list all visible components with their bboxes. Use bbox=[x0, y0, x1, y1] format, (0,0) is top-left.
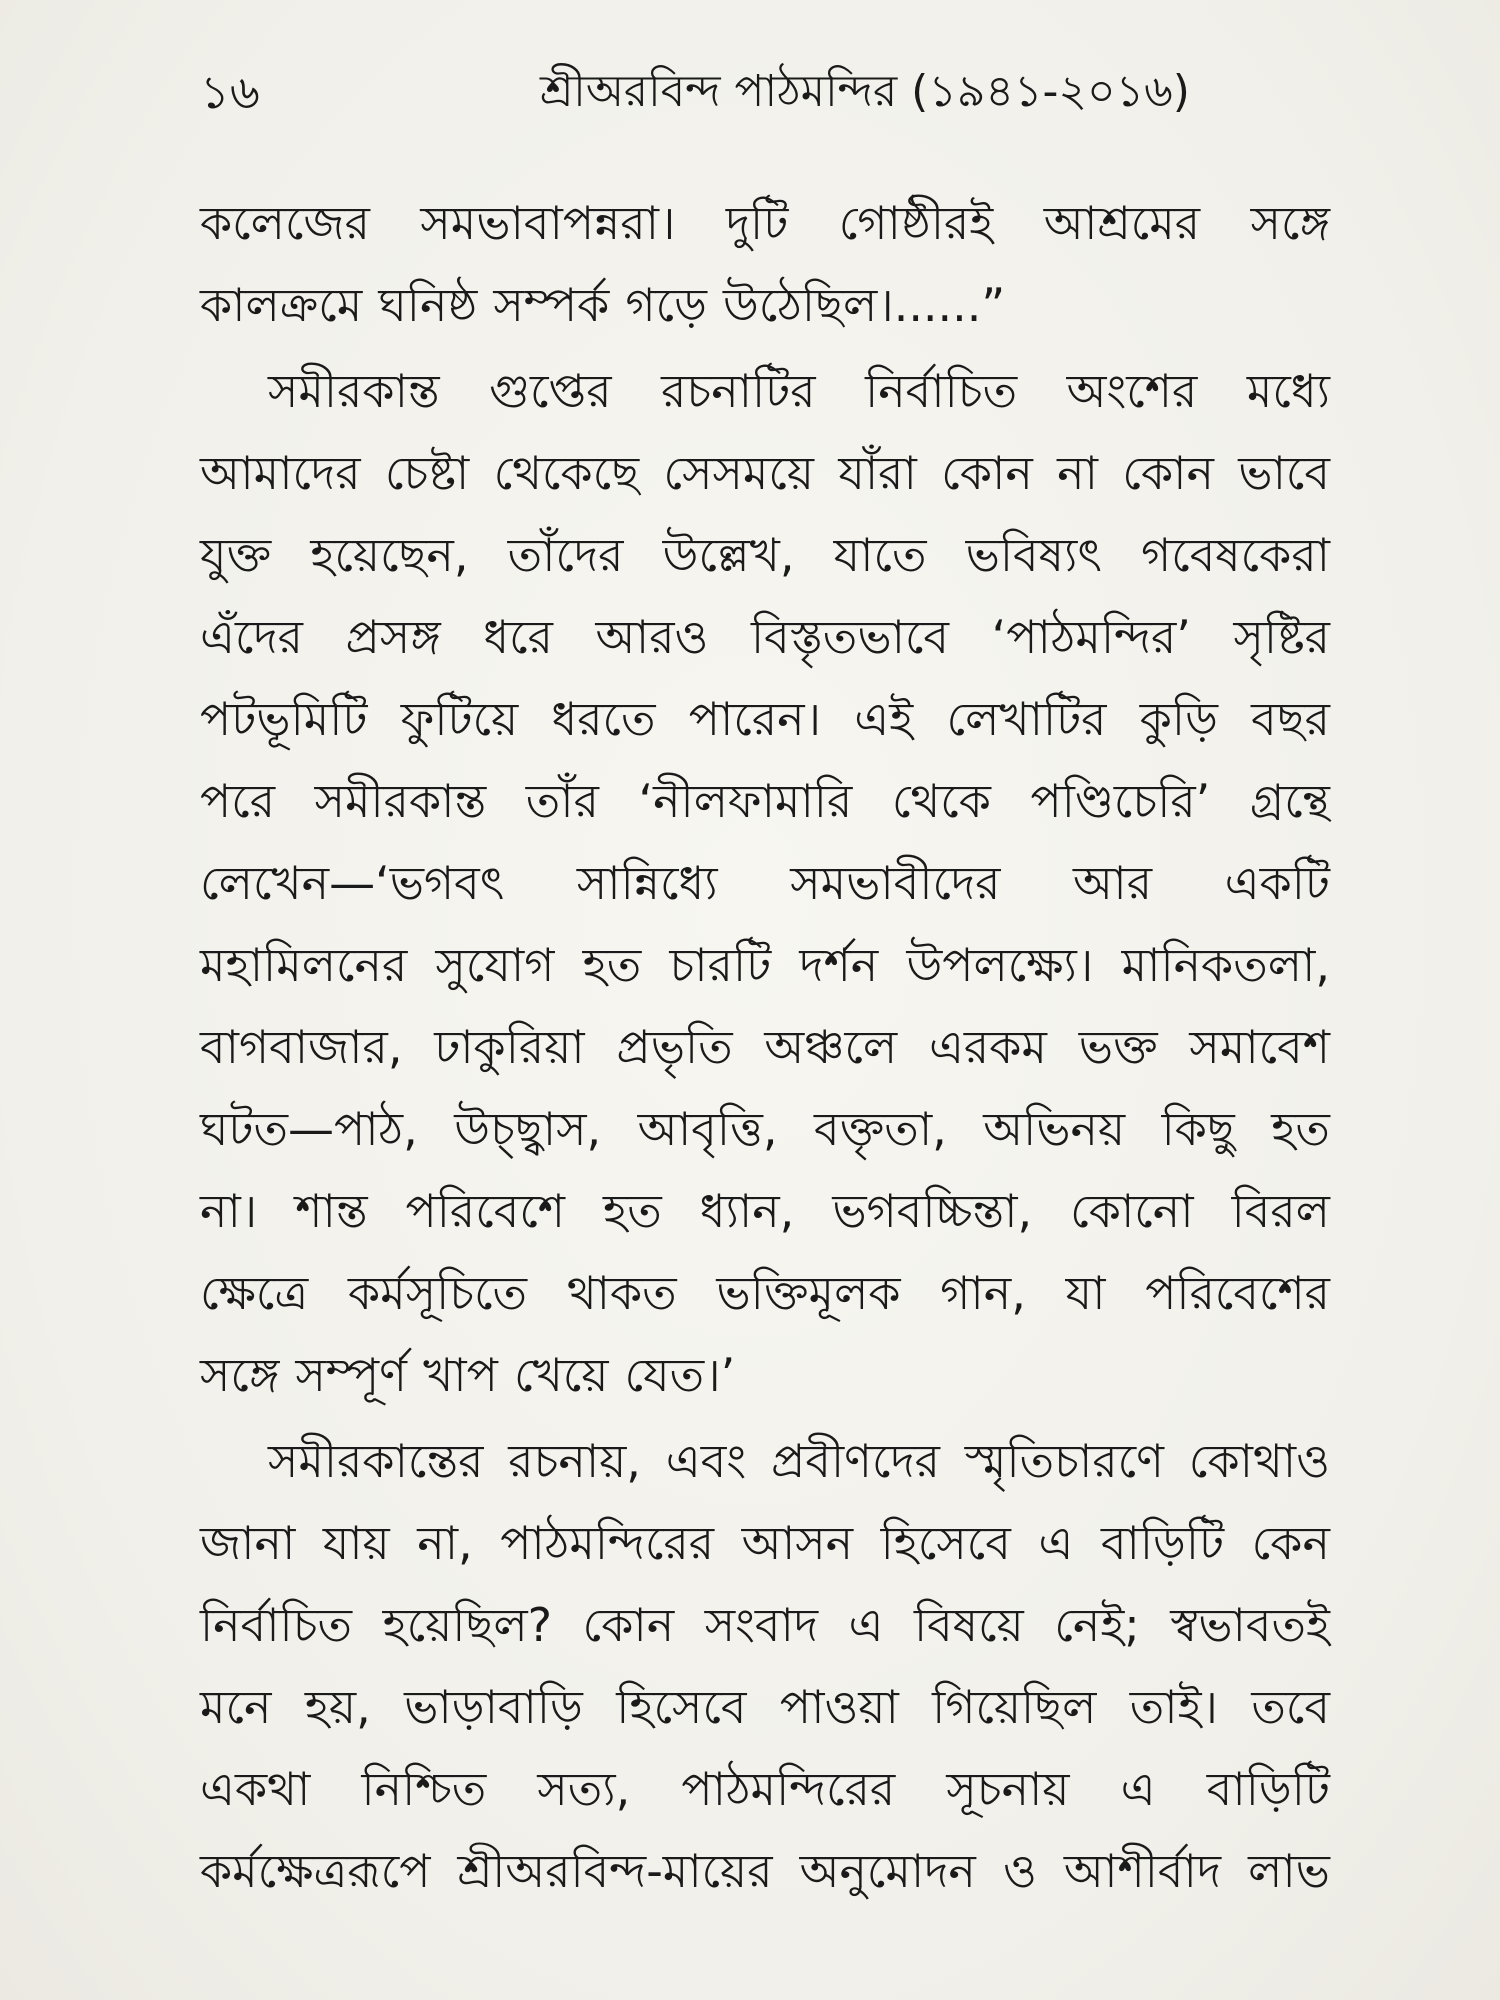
text-word: কর্মসূচিতে bbox=[347, 1266, 528, 1320]
text-word: ঢাকুরিয়া bbox=[434, 1020, 585, 1074]
text-word: এবং bbox=[665, 1434, 747, 1488]
text-word: গবেষকেরা bbox=[1141, 528, 1330, 582]
text-word: মানিকতলা, bbox=[1121, 938, 1330, 992]
text-word: গান, bbox=[940, 1266, 1026, 1320]
text-line bbox=[200, 1252, 1330, 1334]
text-word: লেখাটির bbox=[946, 692, 1107, 746]
text-word: সুযোগ bbox=[435, 938, 555, 992]
text-word: হত bbox=[603, 1184, 662, 1238]
text-word: এঁদের bbox=[200, 610, 303, 664]
text-word: ভগবচ্চিন্তা, bbox=[832, 1184, 1033, 1238]
text-word: এ bbox=[1120, 1762, 1156, 1816]
text-word: জানা bbox=[200, 1516, 296, 1570]
text-word: লাভ bbox=[1248, 1844, 1330, 1898]
text-word: ‘নীলফামারি bbox=[638, 774, 853, 828]
text-word: আমাদের bbox=[200, 446, 361, 500]
text-word: পাঠমন্দিরের bbox=[681, 1762, 896, 1816]
text-word: এ bbox=[1038, 1516, 1074, 1570]
text-word: ঘটত—পাঠ, bbox=[200, 1102, 418, 1156]
text-word: মনে bbox=[200, 1680, 272, 1734]
text-word: একটি bbox=[1224, 856, 1330, 910]
text-word: ভাড়াবাড়ি bbox=[404, 1680, 583, 1734]
text-line bbox=[200, 1666, 1330, 1748]
text-word: ভক্তিমূলক bbox=[716, 1266, 901, 1320]
text-word: কোন bbox=[1122, 446, 1214, 500]
text-word: খাপ bbox=[423, 1348, 498, 1402]
text-word: কুড়ি bbox=[1139, 692, 1218, 746]
text-word: কোন bbox=[582, 1598, 675, 1652]
text-word: হয়েছেন, bbox=[310, 528, 469, 582]
running-title: শ্রীঅরবিন্দ পাঠমন্দির (১৯৪১-২০১৬) bbox=[540, 66, 1190, 117]
text-word: সমভাবাপন্নরা। bbox=[420, 196, 676, 250]
text-word: আবৃত্তি, bbox=[637, 1102, 778, 1156]
text-line bbox=[200, 1748, 1330, 1830]
text-word: সৃষ্টির bbox=[1233, 610, 1330, 664]
text-word: দর্শন bbox=[799, 938, 879, 992]
text-word: মধ্যে bbox=[1246, 364, 1330, 418]
text-word: খেয়ে bbox=[513, 1348, 609, 1402]
text-word: বিস্তৃতভাবে bbox=[750, 610, 950, 664]
text-word: আর bbox=[1073, 856, 1153, 910]
text-word: তাই। bbox=[1129, 1680, 1218, 1734]
text-word: দুটি bbox=[725, 196, 789, 250]
text-word: সত্য, bbox=[537, 1762, 631, 1816]
text-word: হয়, bbox=[304, 1680, 371, 1734]
text-word: পারেন। bbox=[688, 692, 822, 746]
text-word: আসন bbox=[741, 1516, 854, 1570]
text-word: চারটি bbox=[669, 938, 772, 992]
text-word: বিষয়ে bbox=[914, 1598, 1024, 1652]
text-word: ভাবে bbox=[1238, 446, 1330, 500]
text-line bbox=[200, 1170, 1330, 1252]
text-word: অঞ্চলে bbox=[764, 1020, 898, 1074]
text-word: যেত।’ bbox=[624, 1348, 736, 1402]
text-word: শান্ত bbox=[295, 1184, 368, 1238]
text-word: কালক্রমে bbox=[200, 278, 363, 332]
text-word: স্বভাবতই bbox=[1170, 1598, 1330, 1652]
text-word: রচনায়, bbox=[508, 1434, 641, 1488]
text-line bbox=[200, 182, 1330, 264]
text-word: তবে bbox=[1251, 1680, 1330, 1734]
text-word: সঙ্গে bbox=[200, 1348, 280, 1402]
text-word: বাড়িটি bbox=[1206, 1762, 1330, 1816]
text-word: ‘পাঠমন্দির’ bbox=[991, 610, 1191, 664]
text-word: মহামিলনের bbox=[200, 938, 408, 992]
text-word: সমভাবীদের bbox=[790, 856, 1001, 910]
text-word: থেকে bbox=[891, 774, 991, 828]
text-word: ধরতে bbox=[551, 692, 656, 746]
text-word: কোন bbox=[941, 446, 1033, 500]
text-word: সংবাদ bbox=[704, 1598, 818, 1652]
text-word: ধরে bbox=[483, 610, 553, 664]
text-word: যা bbox=[1065, 1266, 1106, 1320]
text-line bbox=[200, 1006, 1330, 1088]
text-word: কর্মক্ষেত্ররূপে bbox=[200, 1844, 431, 1898]
text-word: ভবিষ্যৎ bbox=[965, 528, 1102, 582]
text-line bbox=[200, 924, 1330, 1006]
text-line bbox=[200, 1830, 1330, 1912]
text-word: বক্তৃতা, bbox=[814, 1102, 947, 1156]
text-word: যুক্ত bbox=[200, 528, 272, 582]
text-word: নেই; bbox=[1054, 1598, 1140, 1652]
text-word: কলেজের bbox=[200, 196, 370, 250]
text-word: সম্পূর্ণ bbox=[295, 1348, 407, 1402]
text-word: সান্নিধ্যে bbox=[576, 856, 718, 910]
text-word: উপলক্ষ্যে। bbox=[906, 938, 1094, 992]
text-word: গিয়েছিল bbox=[932, 1680, 1097, 1734]
text-line bbox=[200, 1334, 1330, 1416]
text-word: সেসময়ে bbox=[663, 446, 814, 500]
text-word: সমীরকান্ত bbox=[268, 364, 440, 418]
text-word: পণ্ডিচেরি’ bbox=[1030, 774, 1211, 828]
text-word: পটভূমিটি bbox=[200, 692, 368, 746]
text-word: গ্রন্থে bbox=[1249, 774, 1330, 828]
page-header bbox=[200, 52, 1330, 132]
text-word: কোনো bbox=[1070, 1184, 1194, 1238]
text-line bbox=[200, 842, 1330, 924]
text-word: সমীরকান্ত bbox=[314, 774, 487, 828]
text-line bbox=[200, 1502, 1330, 1584]
text-word: না bbox=[1057, 446, 1098, 500]
text-line bbox=[200, 1088, 1330, 1170]
text-word: এই bbox=[854, 692, 914, 746]
text-word: ঘনিষ্ঠ bbox=[378, 278, 478, 332]
text-word: নির্বাচিত bbox=[865, 364, 1018, 418]
text-line bbox=[200, 1420, 1330, 1502]
text-word: আশ্রমের bbox=[1043, 196, 1201, 250]
text-word: নিশ্চিত bbox=[361, 1762, 487, 1816]
text-word: পাঠমন্দিরের bbox=[500, 1516, 715, 1570]
text-word: হত bbox=[582, 938, 642, 992]
text-word: সম্পর্ক bbox=[493, 278, 610, 332]
text-word: গড়ে bbox=[625, 278, 707, 332]
text-word: থেকেছে bbox=[493, 446, 640, 500]
text-word: উচ্ছ্বাস, bbox=[454, 1102, 602, 1156]
text-line bbox=[200, 678, 1330, 760]
text-word: বিরল bbox=[1231, 1184, 1330, 1238]
text-line bbox=[200, 514, 1330, 596]
text-word: কেন bbox=[1251, 1516, 1330, 1570]
text-word: একথা bbox=[200, 1762, 311, 1816]
text-word: ভক্ত bbox=[1078, 1020, 1158, 1074]
text-word: সমাবেশ bbox=[1189, 1020, 1330, 1074]
text-word: যাতে bbox=[833, 528, 927, 582]
text-word: ফুটিয়ে bbox=[400, 692, 519, 746]
text-word: হিসেবে bbox=[880, 1516, 1011, 1570]
text-line bbox=[200, 596, 1330, 678]
body-text bbox=[200, 182, 1330, 1912]
text-word: থাকত bbox=[566, 1266, 677, 1320]
text-word: প্রভৃতি bbox=[616, 1020, 733, 1074]
text-word: বাগবাজার, bbox=[200, 1020, 403, 1074]
text-word: প্রবীণদের bbox=[771, 1434, 940, 1488]
text-word: পরিবেশের bbox=[1145, 1266, 1330, 1320]
text-word: সূচনায় bbox=[946, 1762, 1070, 1816]
text-word: অনুমোদন bbox=[799, 1844, 976, 1898]
text-line bbox=[200, 350, 1330, 432]
text-word: হয়েছিল? bbox=[382, 1598, 553, 1652]
text-word: প্রসঙ্গ bbox=[345, 610, 441, 664]
page-number: ১৬ bbox=[200, 65, 260, 119]
text-word: যাঁরা bbox=[838, 446, 917, 500]
text-word: স্মৃতিচারণে bbox=[964, 1434, 1164, 1488]
text-word: সঙ্গে bbox=[1250, 196, 1330, 250]
text-word: তাঁদের bbox=[507, 528, 624, 582]
text-word: বছর bbox=[1251, 692, 1330, 746]
text-word: আশীর্বাদ bbox=[1063, 1844, 1222, 1898]
text-word: শ্রীঅরবিন্দ-মায়ের bbox=[457, 1844, 773, 1898]
text-word: গোষ্ঠীরই bbox=[838, 196, 994, 250]
text-word: অংশের bbox=[1066, 364, 1198, 418]
text-line bbox=[200, 760, 1330, 842]
text-line bbox=[200, 1584, 1330, 1666]
text-line bbox=[200, 264, 1330, 346]
text-word: চেষ্টা bbox=[384, 446, 470, 500]
text-word: ক্ষেত্রে bbox=[200, 1266, 309, 1320]
text-word: উল্লেখ, bbox=[662, 528, 795, 582]
text-word: তাঁর bbox=[525, 774, 599, 828]
text-word: অভিনয় bbox=[983, 1102, 1126, 1156]
text-word: এ bbox=[848, 1598, 884, 1652]
text-word: ও bbox=[1002, 1844, 1037, 1898]
text-word: যায় bbox=[322, 1516, 390, 1570]
text-word: না। bbox=[200, 1184, 258, 1238]
text-word: না, bbox=[417, 1516, 473, 1570]
text-word: কিছু bbox=[1161, 1102, 1235, 1156]
text-word: কোথাও bbox=[1188, 1434, 1330, 1488]
text-word: লেখেন—‘ভগবৎ bbox=[200, 856, 505, 910]
text-word: পরে bbox=[200, 774, 276, 828]
text-word: নির্বাচিত bbox=[200, 1598, 353, 1652]
text-word: পরিবেশে bbox=[405, 1184, 566, 1238]
text-word: হত bbox=[1271, 1102, 1330, 1156]
text-word: ধ্যান, bbox=[699, 1184, 795, 1238]
text-word: বাড়িটি bbox=[1100, 1516, 1225, 1570]
text-line bbox=[200, 432, 1330, 514]
text-word: এরকম bbox=[928, 1020, 1047, 1074]
text-word: পাওয়া bbox=[779, 1680, 899, 1734]
text-word: আরও bbox=[595, 610, 709, 664]
text-word: গুপ্তের bbox=[489, 364, 612, 418]
text-word: হিসেবে bbox=[616, 1680, 747, 1734]
text-word: রচনাটির bbox=[661, 364, 816, 418]
text-word: উঠেছিল।......” bbox=[723, 278, 1006, 332]
text-word: সমীরকান্তের bbox=[268, 1434, 484, 1488]
